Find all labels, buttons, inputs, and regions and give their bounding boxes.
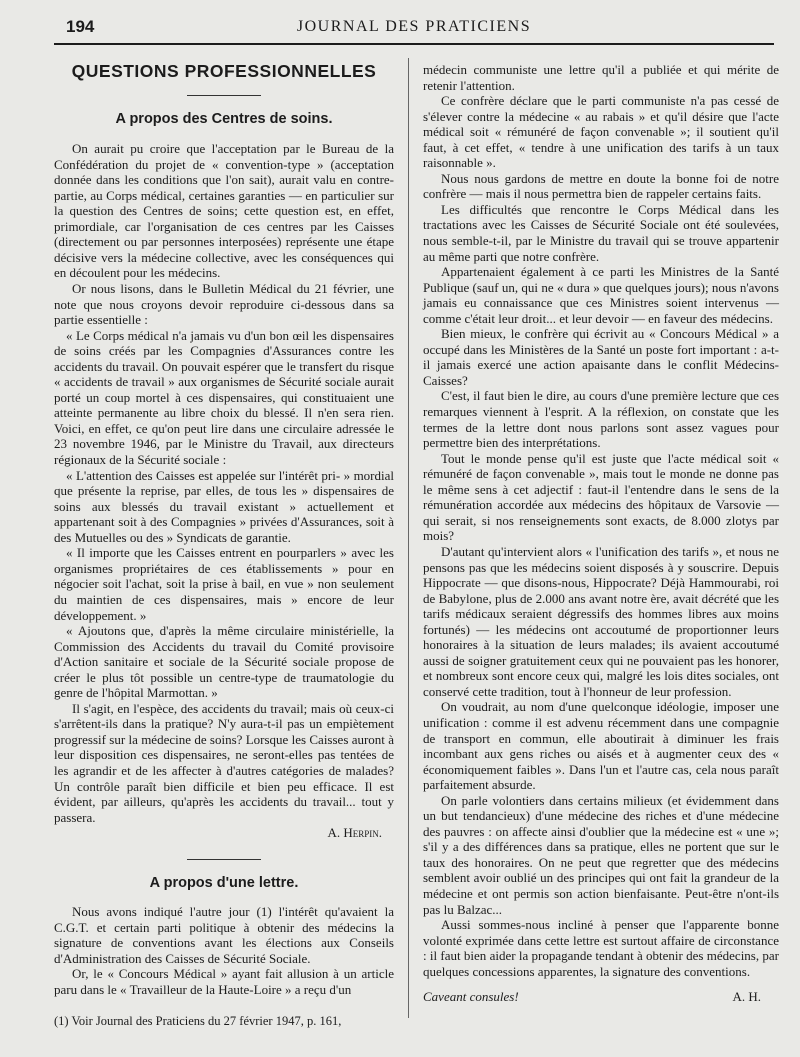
closing-row [423, 989, 779, 1005]
quoted-paragraph: « L'attention des Caisses est appelée sur l'intérêt pri- » mordial que présente la reprise, par elles, de tous les » dispensaires de soins aux blessés du travail existant » actuellement et appartenant soit à des Compagnies » privées d'Assurances, soit à des Mutuelles ou des » Syndicats de garantie. [54, 467, 394, 545]
left-column [54, 62, 394, 998]
signature-herpin: A. Herpin. [327, 825, 382, 841]
paragraph: D'autant qu'intervient alors « l'unification des tarifs », et nous ne pensons pas que les médecins soient disposés à y souscrire. Depuis Hippocrate — que disons-nous, Hippocrate? Déjà Hammourabi, roi de Babylone, plus de 2.000 ans avant notre ère, avait décrété que les tarifs médicaux seraient dégressifs des hommes libres aux moins fortunés) — les médecins ont accoutumé de proportionner leurs honoraires à la situation de leurs malades; ils avaient accoutumé aussi de soigner gratuitement ceux qui ne pouvaient pas les honorer, et nombreux sont encore ceux qui, malgré les lois dites sociales, ont conservé cette tradition, tout à l'honneur de leur profession. [423, 543, 779, 699]
paragraph: Aussi sommes-nous incliné à penser que l'apparente bonne volonté exprimée dans cette lettre est surtout affaire de circonstance : il faut bien aider la propagande tendant à obtenir des médecins, par quelques concessions apparentes, la signature des conventions. [423, 917, 779, 979]
title-rule [187, 95, 261, 96]
paragraph: On parle volontiers dans certains milieux (et évidemment dans un but tendancieux) d'une médecine des riches et d'une médecine des pauvres : on affecte ainsi d'oublier que la médecine est « une »; s'il y a des différences dans sa pratique, elles ne portent que sur le taux des honoraires. On ne peut que regretter que des médecins semblent avoir oublié un des principes qui ont fait la grandeur de la médecine et ont permis son action bienfaisante. Peut-être n'ont-ils pas lu Balzac... [423, 792, 779, 917]
header-rule [54, 43, 774, 45]
right-column [423, 62, 779, 1005]
article-title-lettre: A propos d'une lettre. [149, 874, 299, 891]
paragraph: Bien mieux, le confrère qui écrivit au « Concours Médical » a occupé dans les Ministères de la Santé un poste fort important : a-t-il jamais exercé une action apaisante dans le conflit Médecins-Caisses? [423, 326, 779, 388]
column-divider [408, 58, 409, 1018]
page-number: 194 [66, 17, 95, 36]
journal-title: JOURNAL DES PRATICIENS [296, 18, 532, 35]
signature-ah: A. H. [732, 989, 761, 1005]
article-separator [187, 859, 261, 860]
paragraph: Nous nous gardons de mettre en doute la bonne foi de notre confrère — mais il nous permettra bien de rappeler certains faits. [423, 170, 779, 202]
quoted-paragraph: « Il importe que les Caisses entrent en pourparlers » avec les organismes propriétaires de ces établissements » pour en négocier soit l'achat, soit la prise à bail, en vue » non seulement du maintien de ces dispensaires, mais » encore de leur développement. » [54, 545, 394, 623]
quoted-paragraph: « Ajoutons que, d'après la même circulaire ministérielle, la Commission des Accidents du travail du Comité provisoire d'Action sanitaire et sociale de la Sécurité sociale propose de créer le plus tôt possible un centre-type de traumatologie du genre de l'hôpital Marmottan. » [54, 623, 394, 701]
paragraph: C'est, il faut bien le dire, au cours d'une première lecture que ces remarques viennent à l'esprit. A la réflexion, on constate que les termes de la lettre dont nous parlons sont assez vagues pour permettre bien des interprétations. [423, 388, 779, 451]
paragraph: médecin communiste une lettre qu'il a publiée et qui mérite de retenir l'attention. [423, 62, 779, 93]
paragraph: Appartenaient également à ce parti les Ministres de la Santé Publique (sauf un, qui ne « dura » que quelques jours); nous n'avons jamais eu connaissance que ces Ministres soient intervenus — comme c'était leur droit... et leur devoir — en faveur des médecins. [423, 264, 779, 326]
paragraph: On aurait pu croire que l'acceptation par le Bureau de la Confédération du projet de « convention-type » (acceptation donnée dans les conditions que l'on sait), aurait valu en contre-partie, au Corps médical, certaines garanties — en particulier sur la question des Centres de soins; cette question est, en effet, primordiale, car l'organisation de ces centres par les Caisses (directement ou par personnes interposées) représente une étape décisive vers la médecine collective, avec les conséquences qui en découlent pour les médecins. [54, 141, 394, 281]
paragraph: Nous avons indiqué l'autre jour (1) l'intérêt qu'avaient la C.G.T. et certain parti politique à obtenir des médecins la signature de conventions avant les élections aux Conseils d'Administration des Caisses de Sécurité Sociale. [54, 904, 394, 966]
paragraph: Ce confrère déclare que le parti communiste n'a pas cessé de s'élever contre la médecine « au rabais » et qu'il désire que l'acte médical soit « rémunéré de façon convenable »; il soutient qu'il faut, à cet effet, « tendre à une unification des tarifs à un taux raisonnable ». [423, 93, 779, 171]
closing-phrase: Caveant consules! [423, 989, 519, 1005]
article-title-centres: A propos des Centres de soins. [115, 110, 333, 127]
footnote: (1) Voir Journal des Praticiens du 27 février 1947, p. 161, [54, 1014, 342, 1028]
paragraph: Il s'agit, en l'espèce, des accidents du travail; mais où ceux-ci s'arrêtent-ils dans la pratique? N'y aura-t-il pas un empiètement progressif sur la médecine de soins? Lorsque les Caisses auront à leur disposition ces dispensaires, ne seront-elles pas tentées de les agrandir et de les affecter à d'autres catégories de malades? Un contrôle paraît bien difficile et bien peu efficace. Il est évident, par ailleurs, qu'après les accidents du travail... tout y passera. [54, 700, 394, 825]
section-title: QUESTIONS PROFESSIONNELLES [71, 61, 377, 81]
paragraph: Tout le monde pense qu'il est juste que l'acte médical soit « rémunéré de façon convenable », mais tout le monde ne donne pas le même sens à cet adjectif : faut-il l'entendre dans le sens de la rémunération accordée aux médecins des hôpitaux de Varsovie — qui serait, si nos renseignements sont exacts, de 8.000 zlotys par mois? [423, 450, 779, 544]
paragraph: Or nous lisons, dans le Bulletin Médical du 21 février, une note que nous croyons devoir reproduire ci-dessous dans sa partie essentielle : [54, 281, 394, 328]
paragraph: Les difficultés que rencontre le Corps Médical dans les tractations avec les Caisses de Sécurité Sociale ont été soulevées, nous semble-t-il, par le Ministre du travail qui se trouve appartenir au même parti que notre confrère. [423, 201, 779, 264]
running-head [54, 17, 774, 41]
signature-row [54, 825, 394, 841]
quoted-paragraph: « Le Corps médical n'a jamais vu d'un bon œil les dispensaires de soins créés par les Compagnies d'Assurances contre les accidents du travail. On pouvait espérer que le transfert du risque « accidents de travail » aux organismes de Sécurité sociale aurait porté un coup mortel à ces dispensaires, qui constituaient une atteinte permanente au libre choix du blessé. Il n'en sera rien. Voici, en effet, ce qu'on peut lire dans une circulaire adressée le 23 novembre 1946, par le Ministre du Travail, aux directeurs régionaux de la Sécurité sociale : [54, 327, 394, 468]
paragraph: Or, le « Concours Médical » ayant fait allusion à un article paru dans le « Travailleur de la Haute-Loire » a reçu d'un [54, 966, 394, 997]
paragraph: On voudrait, au nom d'une quelconque idéologie, imposer une unification : comme il est advenu récemment dans une compagnie de transport en commun, elle aboutirait à diminuer les frais incombant aux gens riches ou aisés et à augmenter ceux des « économiquement faibles ». Dans l'un et l'autre cas, cela nous paraît parfaitement absurde. [423, 699, 779, 793]
